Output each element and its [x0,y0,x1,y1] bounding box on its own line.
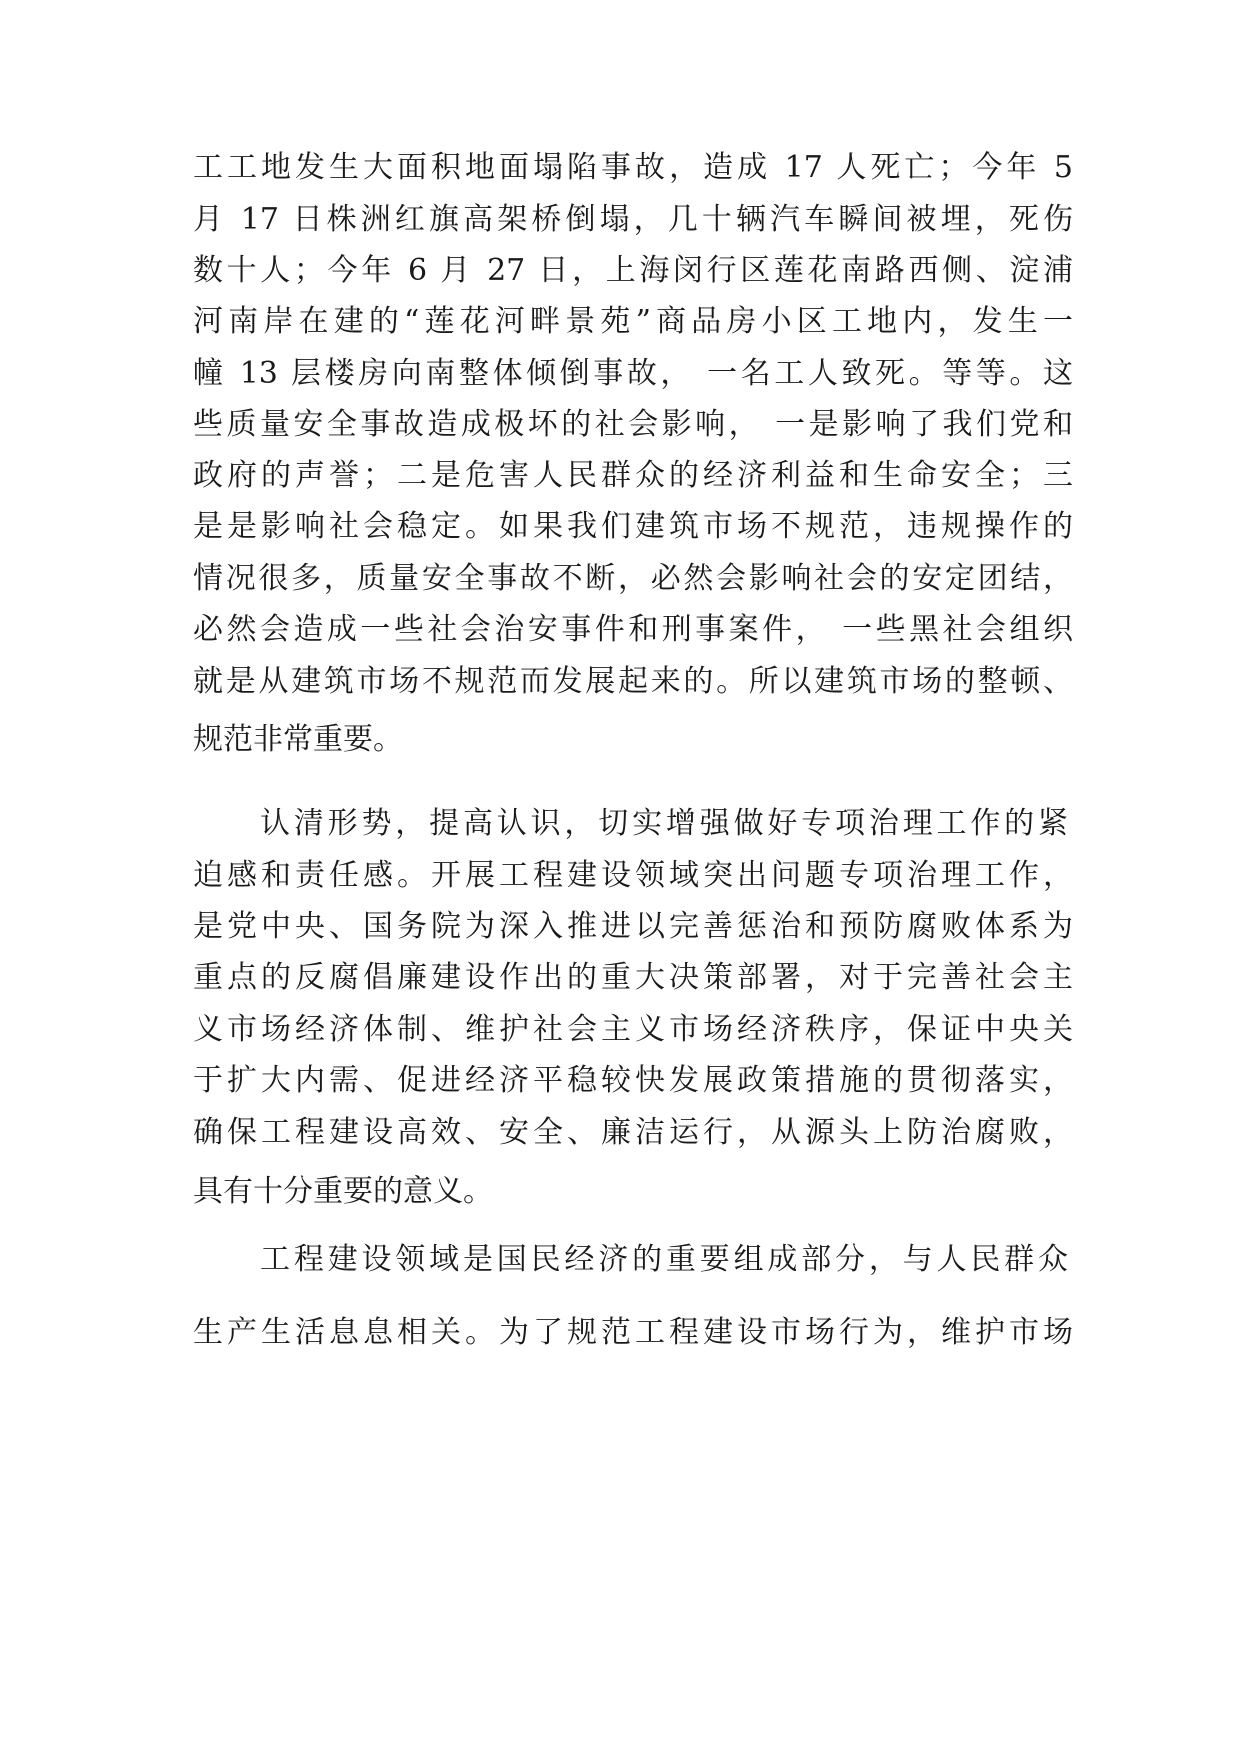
text-line: 迫感和责任感。开展工程建设领域突出问题专项治理工作， [193,858,1073,893]
text-line: 是是影响社会稳定。如果我们建筑市场不规范，违规操作的 [193,509,1073,544]
text-line: 义市场经济体制、维护社会主义市场经济秩序，保证中央关 [193,1012,1073,1047]
text-line: 生产生活息息相关。为了规范工程建设市场行为，维护市场 [193,1315,1073,1350]
text-line: 情况很多，质量安全事故不断，必然会影响社会的安定团结， [193,561,1073,596]
text-line: 政府的声誉；二是危害人民群众的经济利益和生命安全；三 [193,458,1073,493]
paragraph-first-line: 工程建设领域是国民经济的重要组成部分，与人民群众 [260,1242,1068,1277]
text-line: 些质量安全事故造成极坏的社会影响， 一是影响了我们党和 [193,407,1073,442]
text-line: 工工地发生大面积地面塌陷事故，造成 17 人死亡；今年 5 [193,150,1073,185]
text-line: 确保工程建设高效、安全、廉洁运行，从源头上防治腐败， [193,1115,1073,1150]
text-line: 重点的反腐倡廉建设作出的重大决策部署，对于完善社会主 [193,960,1073,995]
text-line: 月 17 日株洲红旗高架桥倒塌，几十辆汽车瞬间被埋，死伤 [193,202,1073,237]
text-line: 于扩大内需、促进经济平稳较快发展政策措施的贯彻落实， [193,1063,1073,1098]
text-line: 规范非常重要。 [193,722,403,757]
text-line: 具有十分重要的意义。 [193,1174,493,1209]
text-line: 必然会造成一些社会治安事件和刑事案件， 一些黑社会组织 [193,612,1073,647]
text-line: 数十人；今年 6 月 27 日，上海闵行区莲花南路西侧、淀浦 [193,253,1073,288]
text-line: 是党中央、国务院为深入推进以完善惩治和预防腐败体系为 [193,909,1073,944]
text-line: 幢 13 层楼房向南整体倾倒事故， 一名工人致死。等等。这 [193,356,1073,391]
text-line: 河南岸在建的“莲花河畔景苑”商品房小区工地内，发生一 [193,304,1073,339]
text-line: 就是从建筑市场不规范而发展起来的。所以建筑市场的整顿、 [193,664,1073,699]
paragraph-first-line: 认清形势，提高认识，切实增强做好专项治理工作的紧 [260,806,1068,841]
